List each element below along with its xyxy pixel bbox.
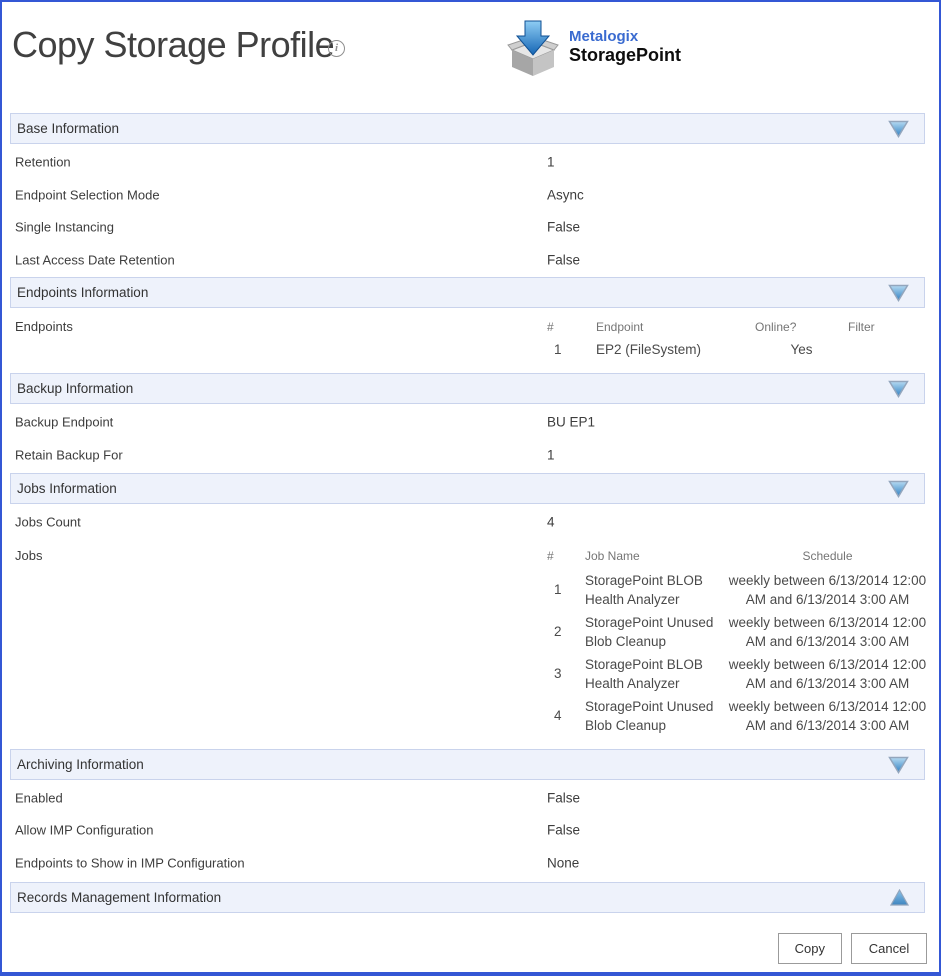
column-header-job-name: Job Name (585, 548, 640, 563)
field-value: Async (547, 187, 584, 203)
expand-arrow-icon[interactable] (890, 889, 909, 911)
field-label: Retention (15, 154, 71, 170)
section-records-management-information (10, 882, 925, 913)
section-title: Base Information (17, 121, 120, 136)
field-value: False (547, 790, 581, 806)
job-num: 2 (554, 624, 562, 639)
section-header-jobs-information[interactable] (10, 473, 925, 504)
job-schedule: weekly between 6/13/2014 12:00 AM and 6/13/2014 3:00 AM (728, 698, 927, 733)
field-label: Endpoints (15, 319, 73, 334)
section-title: Records Management Information (17, 889, 222, 905)
column-header-filter: Filter (848, 320, 875, 334)
field-label: Jobs Count (15, 514, 81, 530)
endpoints-row (10, 310, 925, 371)
column-header-online: Online? (755, 320, 797, 334)
job-name: StoragePoint BLOB Health Analyzer (585, 656, 703, 691)
field-row (10, 179, 925, 212)
field-row (10, 814, 925, 847)
endpoint-name: EP2 (FileSystem) (596, 342, 702, 357)
field-label: Backup Endpoint (15, 414, 114, 430)
jobs-table (547, 545, 925, 735)
jobs-table-row (547, 697, 925, 735)
section-header-archiving-information[interactable] (10, 749, 925, 780)
column-header-num: # (547, 320, 554, 334)
endpoint-num: 1 (554, 342, 562, 357)
storagepoint-logo (507, 19, 681, 82)
job-schedule: weekly between 6/13/2014 12:00 AM and 6/13/2014 3:00 AM (728, 614, 927, 649)
field-row (10, 782, 925, 815)
section-backup-information (10, 373, 925, 471)
column-header-schedule: Schedule (802, 548, 853, 563)
section-archiving-information (10, 749, 925, 880)
section-base-information (10, 113, 925, 275)
field-value: 4 (547, 514, 555, 530)
collapse-arrow-icon[interactable] (888, 380, 909, 403)
field-label: Retain Backup For (15, 447, 123, 463)
job-name: StoragePoint BLOB Health Analyzer (585, 572, 703, 607)
section-header-backup-information[interactable] (10, 373, 925, 404)
dialog-header (2, 2, 939, 113)
job-num: 4 (554, 708, 562, 723)
field-row (10, 506, 925, 539)
field-label: Jobs (15, 547, 43, 563)
copy-button[interactable]: Copy (778, 933, 842, 964)
endpoints-table-header (547, 316, 925, 342)
jobs-table-row (547, 613, 925, 651)
logo-brand-text: Metalogix (569, 28, 639, 45)
column-header-endpoint: Endpoint (596, 320, 644, 334)
field-value: False (547, 219, 581, 235)
section-header-records-management-information[interactable] (10, 882, 925, 913)
dialog-footer (2, 933, 927, 964)
endpoint-online: Yes (790, 342, 813, 357)
job-num: 3 (554, 666, 562, 681)
field-row (10, 146, 925, 179)
section-title: Archiving Information (17, 756, 144, 772)
collapse-arrow-icon[interactable] (888, 480, 909, 503)
job-schedule: weekly between 6/13/2014 12:00 AM and 6/13/2014 3:00 AM (728, 656, 927, 691)
storagepoint-box-icon (507, 19, 559, 82)
jobs-table-header (547, 545, 925, 571)
collapse-arrow-icon[interactable] (888, 284, 909, 307)
jobs-row (10, 539, 925, 747)
field-row (10, 244, 925, 277)
section-jobs-information (10, 473, 925, 747)
cancel-button[interactable]: Cancel (851, 933, 927, 964)
section-header-endpoints-information[interactable] (10, 277, 925, 308)
endpoints-table (547, 316, 925, 363)
field-row (10, 439, 925, 472)
field-value: 1 (547, 154, 555, 170)
field-row (10, 211, 925, 244)
field-row (10, 847, 925, 880)
section-title: Endpoints Information (17, 285, 149, 300)
logo-product-text: StoragePoint (569, 45, 682, 65)
section-endpoints-information (10, 277, 925, 371)
field-label: Single Instancing (15, 219, 115, 235)
field-value: None (547, 855, 580, 871)
info-icon[interactable]: i (328, 40, 345, 57)
field-row (10, 406, 925, 439)
section-title: Jobs Information (17, 481, 117, 496)
field-label: Allow IMP Configuration (15, 822, 154, 838)
field-value: 1 (547, 447, 555, 463)
section-header-base-information[interactable] (10, 113, 925, 144)
field-value: False (547, 822, 581, 838)
job-num: 1 (554, 582, 562, 597)
section-title: Backup Information (17, 381, 134, 396)
field-value: False (547, 252, 581, 268)
field-label: Enabled (15, 790, 63, 806)
endpoints-table-row (547, 342, 925, 363)
endpoint-filter (848, 342, 938, 363)
collapse-arrow-icon[interactable] (888, 756, 909, 779)
page-title: Copy Storage Profile (12, 24, 335, 65)
job-name: StoragePoint Unused Blob Cleanup (585, 698, 714, 733)
collapse-arrow-icon[interactable] (888, 120, 909, 143)
column-header-num: # (547, 548, 554, 563)
jobs-table-row (547, 655, 925, 693)
field-label: Endpoint Selection Mode (15, 187, 160, 203)
jobs-table-row (547, 571, 925, 609)
field-label: Endpoints to Show in IMP Configuration (15, 855, 245, 871)
job-name: StoragePoint Unused Blob Cleanup (585, 614, 714, 649)
job-schedule: weekly between 6/13/2014 12:00 AM and 6/13/2014 3:00 AM (728, 572, 927, 607)
field-label: Last Access Date Retention (15, 252, 175, 268)
field-value: BU EP1 (547, 414, 596, 430)
